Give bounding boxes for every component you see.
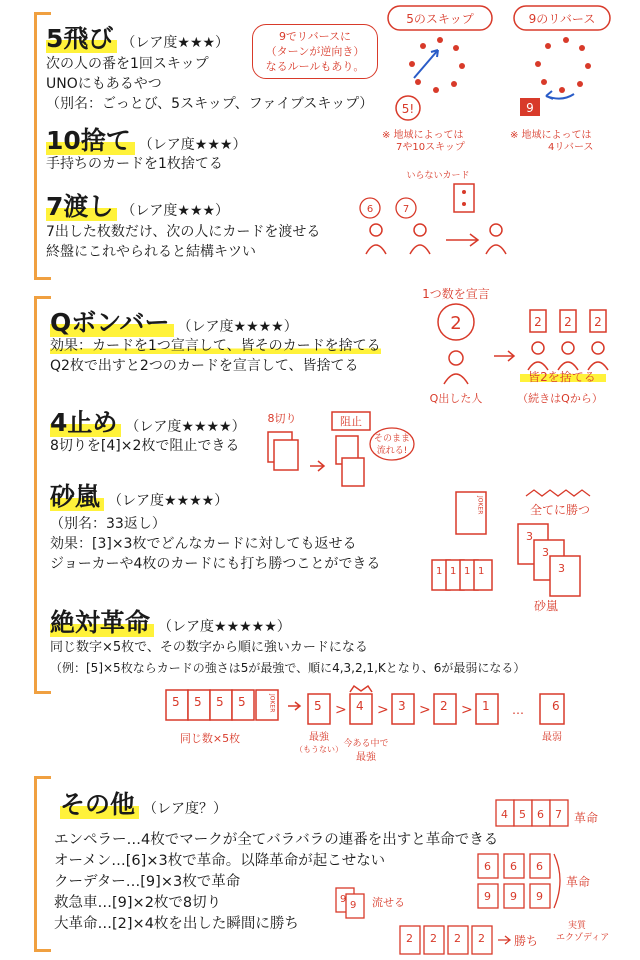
strong-card-4: 4 — [356, 699, 364, 713]
kakumei-label-2: 革命 — [566, 875, 591, 889]
body-sunaarashi — [50, 514, 380, 574]
cut8-label: 8切り — [267, 412, 297, 425]
body-5tobi-line: （別名：ごっとび、5スキップ、ファイブスキップ） — [46, 96, 374, 112]
skip-circle-dots — [409, 37, 465, 93]
storm-card-3c: 3 — [558, 562, 565, 575]
player-bubble-7-text: 7 — [402, 204, 410, 215]
big-card-2: 2 — [430, 932, 437, 945]
weak-card-6: 6 — [552, 699, 560, 713]
others-diagram — [300, 780, 640, 960]
emperor-card-6: 6 — [537, 808, 544, 821]
big-card-4: 2 — [478, 932, 485, 945]
omen-card-2: 6 — [510, 860, 517, 873]
body-sonota-line: エンペラー…4枚でマークが全てバラバラの連番を出すと革命できる — [54, 832, 499, 848]
rarity-sonota: （レア度？） — [143, 801, 228, 817]
reverse-title: 9のリバース — [528, 12, 596, 26]
ellipsis: … — [512, 703, 524, 717]
body-sonota-line: オーメン…[6]×3枚で革命。以降革命が起こせない — [54, 853, 386, 869]
beat-all-label: 全てに勝つ — [529, 503, 591, 517]
discard-label: 皆2を捨てる — [528, 370, 596, 384]
title-7watashi-text: 7渡し — [46, 192, 117, 221]
svg-text:>: > — [377, 702, 389, 718]
title-zettaikakumei-text: 絶対革命 — [50, 608, 154, 637]
four-card-3: 1 — [464, 566, 471, 577]
current-label-1: 今ある中で — [343, 739, 389, 749]
flow-text-2: 流れる! — [376, 446, 408, 456]
emperor-card-7: 7 — [555, 808, 562, 821]
body-4tome — [50, 436, 239, 456]
coup-card-3: 9 — [536, 890, 543, 903]
strong-card-2: 2 — [440, 699, 448, 713]
q-player-label: Q出した人 — [429, 392, 483, 405]
storm-card-3a: 3 — [526, 530, 533, 543]
four-card-4: 1 — [478, 566, 485, 577]
coup-card-1: 9 — [484, 890, 491, 903]
weakest-label: 最弱 — [542, 732, 562, 743]
title-qbomber-text: Qボンバー — [50, 308, 174, 337]
title-sunaarashi-text: 砂嵐 — [50, 482, 104, 511]
discard-card-1: 2 — [534, 315, 542, 329]
bubble-line: （ターンが逆向き） — [265, 45, 365, 58]
big-card-3: 2 — [454, 932, 461, 945]
big-card-1: 2 — [406, 932, 413, 945]
reverse-note-1: ※ 地域によっては — [510, 130, 592, 141]
body-7watashi — [46, 222, 320, 262]
group-bracket-2 — [34, 296, 51, 694]
strong-card-3: 3 — [398, 699, 406, 713]
reverse-badge: 9 — [526, 101, 534, 115]
body-qbomber — [50, 336, 381, 376]
body-4tome-line: 8切りを[4]×2枚で阻止できる — [50, 438, 240, 454]
real-label-1: 実質 — [568, 921, 587, 931]
continue-label: （続きはQから） — [517, 392, 603, 405]
reverse-circle-dots — [535, 37, 591, 93]
flow-text-1: そのまま — [373, 434, 411, 444]
omen-card-1: 6 — [484, 860, 491, 873]
rarity-4tome: （レア度★★★★） — [125, 419, 246, 435]
body-5tobi-line: UNOにもあるやつ — [46, 76, 162, 92]
skip-note-2: 7や10スキップ — [396, 142, 465, 152]
player-bubble-6-text: 6 — [366, 204, 374, 215]
reverse-rule-bubble — [252, 24, 378, 79]
amb-card-1: 9 — [340, 894, 347, 905]
strong-card-1: 1 — [482, 699, 490, 713]
body-zettaikakumei-line: 同じ数字×5枚で、その数字から順に強いカードになる — [50, 640, 368, 655]
body-5tobi-line: 次の人の番を1回スキップ — [46, 56, 209, 72]
body-sunaarashi-line: （別名：33返し） — [50, 516, 166, 532]
discard-card-3: 2 — [594, 315, 602, 329]
sandstorm-diagram — [426, 486, 626, 614]
body-sunaarashi-line: 効果：[3]×3枚でどんなカードに対しても返せる — [50, 536, 357, 552]
title-zettaikakumei — [50, 610, 291, 635]
body-sunaarashi-line: ジョーカーや4枚のカードにも打ち勝つことができる — [50, 556, 381, 572]
body-7watashi-line: 終盤にこれやられると結構キツい — [46, 244, 256, 260]
joker-card-label: JOKER — [268, 694, 276, 713]
five-card-4: 5 — [238, 695, 246, 709]
title-5tobi-text: 5飛び — [46, 24, 117, 53]
bubble-line: 9でリバースに — [278, 30, 352, 43]
skip-note-1: ※ 地域によっては — [382, 130, 464, 141]
pass-card-diagram — [356, 168, 516, 268]
svg-text:>: > — [335, 702, 347, 718]
qbomber-diagram — [410, 284, 630, 416]
five-card-1: 5 — [172, 695, 180, 709]
declare-label: 1つ数を宣言 — [422, 287, 490, 301]
storm-card-3b: 3 — [542, 546, 549, 559]
emperor-card-5: 5 — [519, 808, 526, 821]
flows-label: 流せる — [372, 896, 405, 909]
same5-label: 同じ数×5枚 — [179, 732, 241, 745]
coup-card-2: 9 — [510, 890, 517, 903]
sandstorm-label: 砂嵐 — [533, 599, 559, 613]
real-label-2: エクゾディア — [556, 933, 610, 943]
body-7watashi-line: 7出した枚数だけ、次の人にカードを渡せる — [46, 224, 321, 240]
unneeded-label: いらないカード — [406, 171, 470, 181]
absolute-revolution-diagram — [160, 684, 580, 770]
skip-arrow — [414, 50, 438, 78]
strong-card-5: 5 — [314, 699, 322, 713]
block-label: 阻止 — [340, 415, 362, 428]
title-10sute-text: 10捨て — [46, 126, 135, 155]
group-bracket-3 — [34, 776, 51, 952]
win-label: 勝ち — [514, 934, 539, 948]
body-zettaikakumei-line: （例：[5]×5枚ならカードの強さは5が最強で、順に4,3,2,1,Kとなり、6が最弱になる） — [50, 661, 526, 675]
emperor-card-4: 4 — [501, 808, 508, 821]
skip-badge: 5! — [401, 102, 415, 116]
amb-card-2: 9 — [350, 900, 357, 911]
rarity-zettaikakumei: （レア度★★★★★） — [158, 619, 291, 635]
title-sonota-text: その他 — [60, 790, 139, 819]
current-label-2: 最強 — [356, 752, 376, 763]
four-card-2: 1 — [450, 566, 457, 577]
discard-card-2: 2 — [564, 315, 572, 329]
svg-text:>: > — [461, 702, 473, 718]
title-4tome — [50, 410, 246, 435]
joker-label: JOKER — [476, 496, 484, 515]
title-4tome-text: 4止め — [50, 408, 121, 437]
strongest-sub: （もうない） — [295, 745, 343, 754]
skip-reverse-diagram — [378, 4, 640, 152]
rarity-sunaarashi: （レア度★★★★） — [108, 493, 229, 509]
reverse-note-2: 4リバース — [548, 142, 594, 152]
four-card-1: 1 — [436, 566, 443, 577]
body-sonota-line: 大革命…[2]×4枚を出した瞬間に勝ち — [54, 916, 299, 932]
rarity-7watashi: （レア度★★★） — [121, 203, 230, 219]
omen-card-3: 6 — [536, 860, 543, 873]
title-sonota — [60, 792, 227, 817]
title-sunaarashi — [50, 484, 228, 509]
body-zettaikakumei — [50, 638, 525, 678]
strongest-label: 最強 — [309, 732, 329, 743]
kakumei-label-1: 革命 — [574, 811, 599, 825]
title-7watashi — [46, 194, 229, 219]
bubble-line: なるルールもあり。 — [265, 60, 365, 73]
body-sonota-line: クーデター…[9]×3枚で革命 — [54, 874, 241, 890]
block8-diagram — [258, 408, 416, 498]
body-10sute — [46, 154, 223, 174]
rarity-10sute: （レア度★★★） — [138, 137, 247, 153]
title-qbomber — [50, 310, 298, 335]
rarity-5tobi: （レア度★★★） — [121, 35, 230, 51]
skip-title: 5のスキップ — [406, 12, 474, 26]
declared-number: 2 — [450, 313, 462, 334]
body-qbomber-line: Q2枚で出すと2つのカードを宣言して、皆捨てる — [50, 358, 359, 374]
pass-card — [454, 184, 474, 212]
title-5tobi — [46, 26, 229, 51]
body-10sute-line: 手持ちのカードを1枚捨てる — [46, 156, 223, 172]
five-card-2: 5 — [194, 695, 202, 709]
rarity-qbomber: （レア度★★★★） — [177, 319, 298, 335]
title-10sute — [46, 128, 246, 153]
players — [366, 224, 506, 254]
body-sonota-line: 救急車…[9]×2枚で8切り — [54, 895, 222, 911]
svg-text:>: > — [419, 702, 431, 718]
five-card-3: 5 — [216, 695, 224, 709]
body-qbomber-line: 効果：カードを1つ宣言して、皆そのカードを捨てる — [50, 338, 381, 354]
